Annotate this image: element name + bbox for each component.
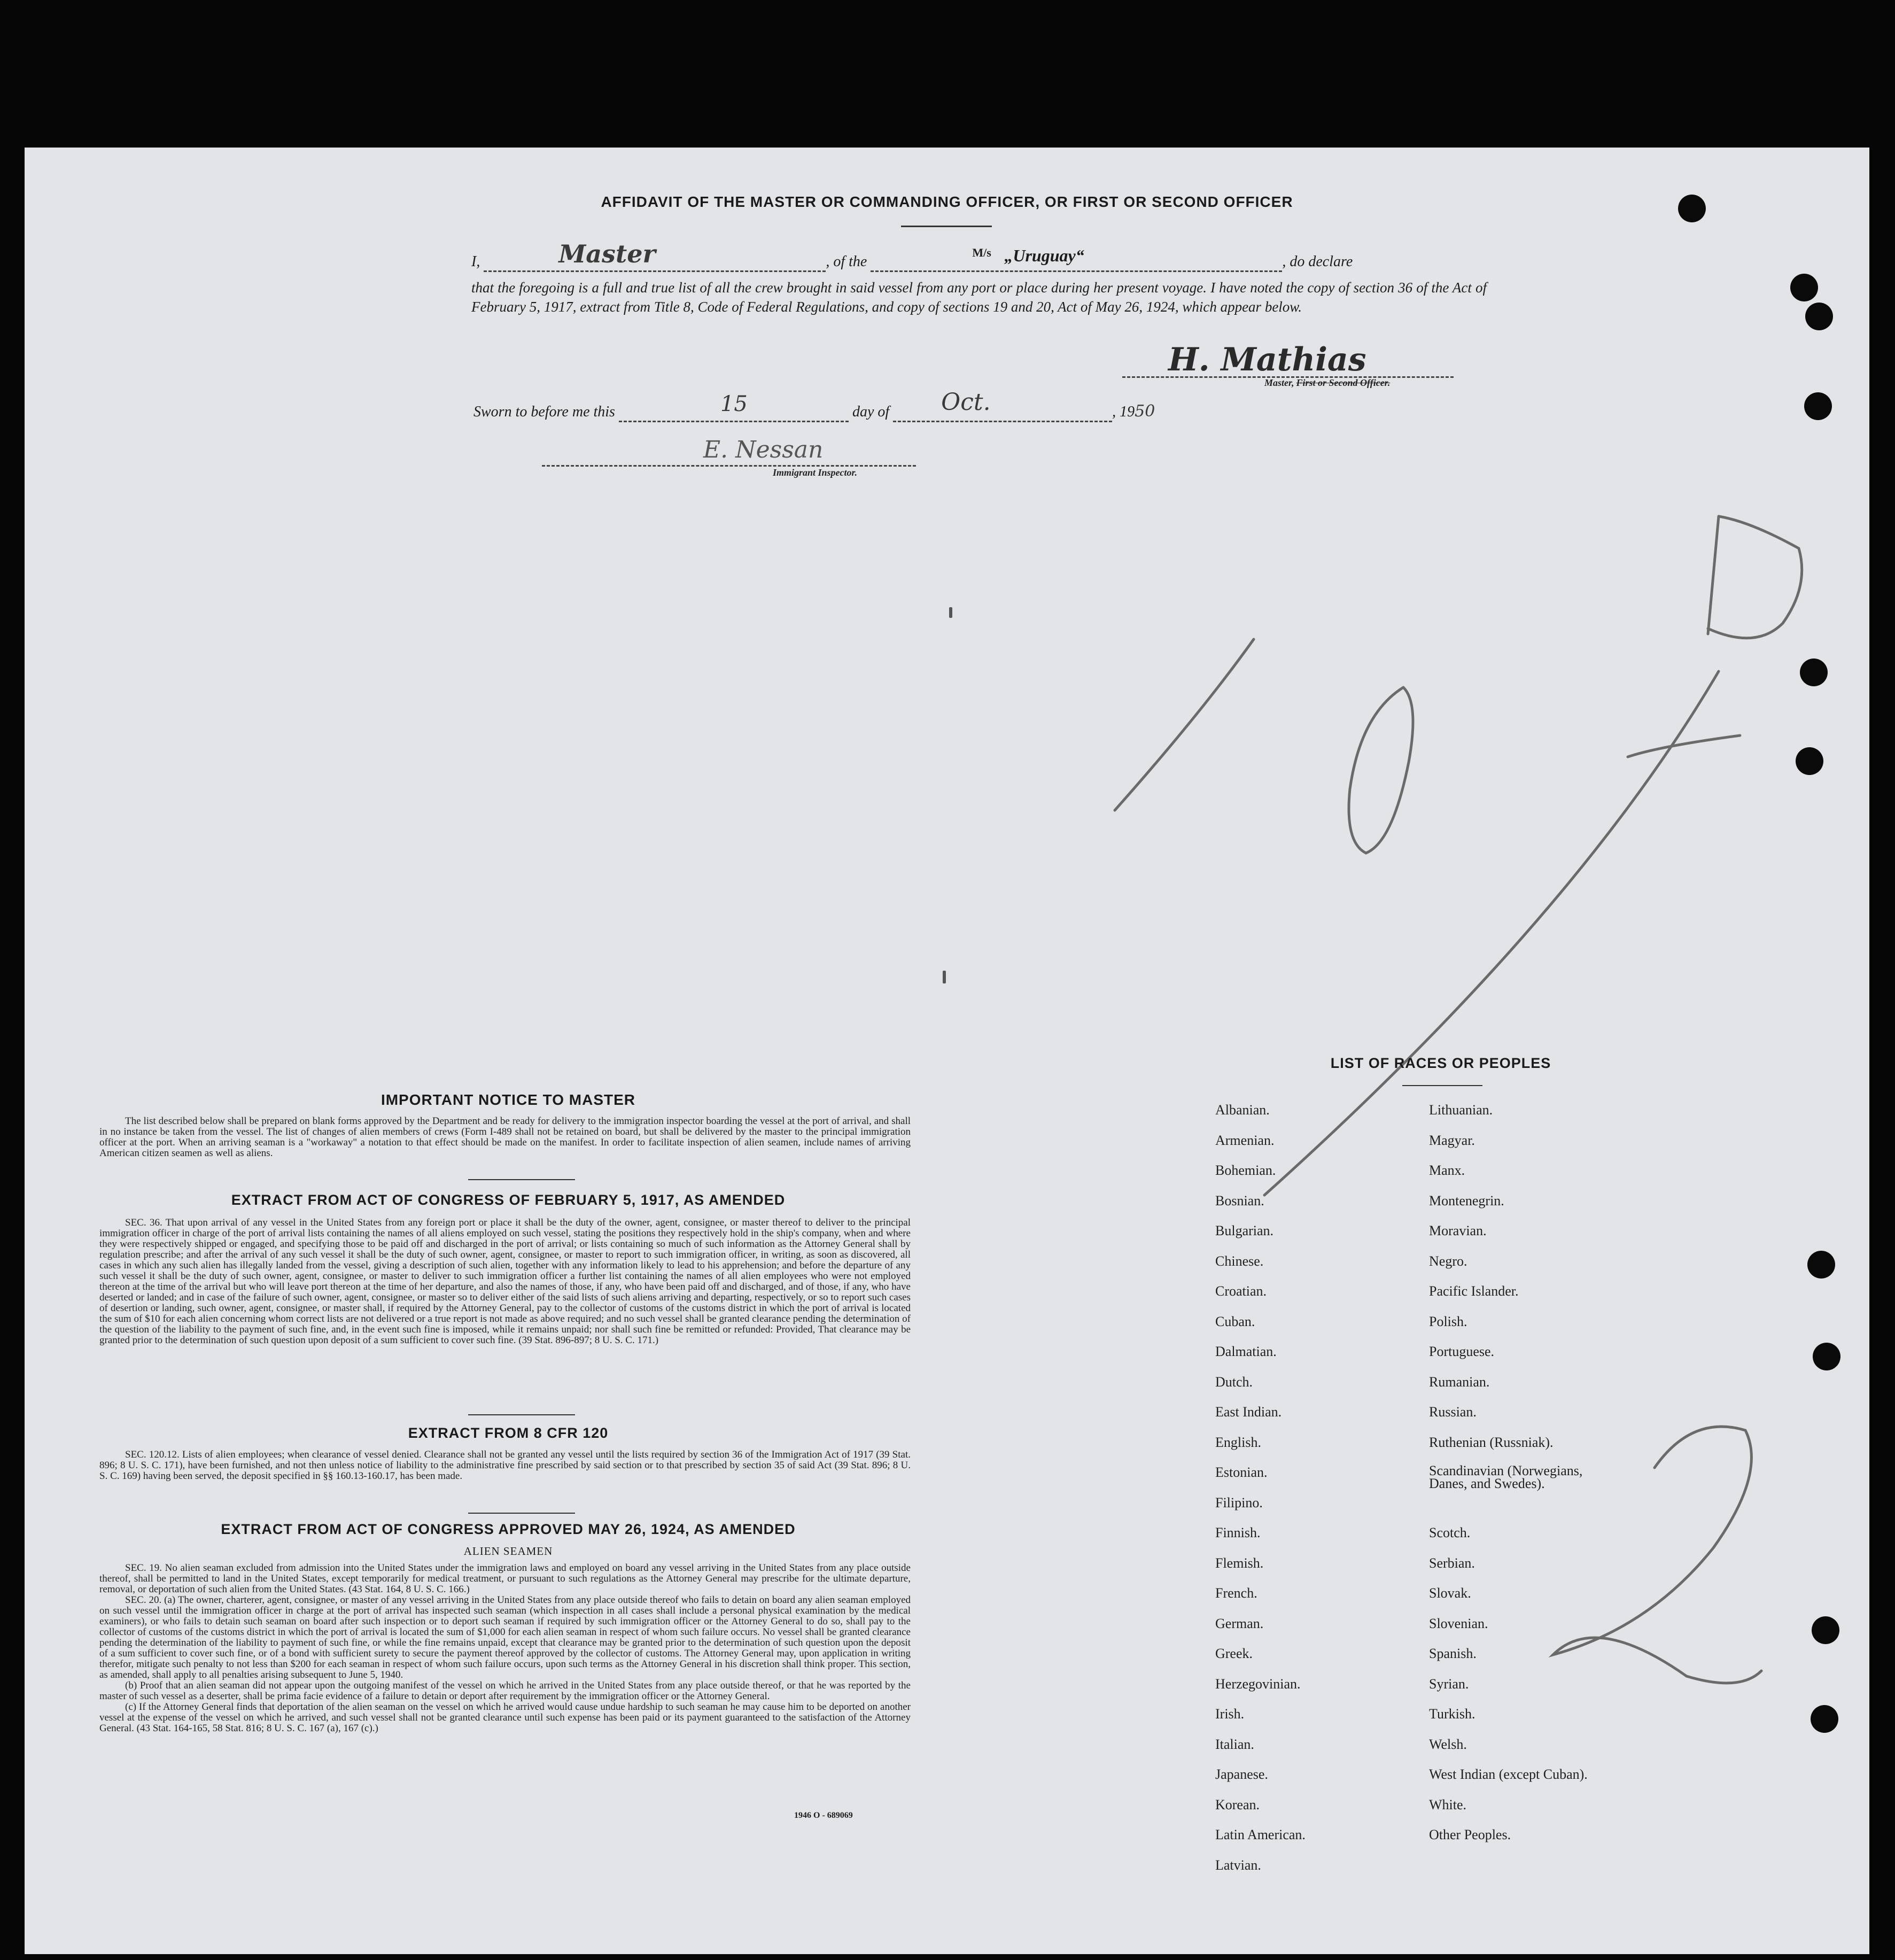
pencil-annotation-number — [1510, 1377, 1767, 1698]
binder-hole — [1807, 1251, 1835, 1279]
declaration-text: that the foregoing is a full and true list of all the crew brought in said vessel from any port or place during her present voyage. I have noted the copy of section 36 of the Act of February 5, 1917, extract from Title 8, Code of Federal Regulations, and copy of sections 19 and 20, Act of May 26, 1924, which appear below. — [471, 280, 1487, 315]
race-right-item: Serbian. — [1429, 1555, 1475, 1571]
stroke-5-top — [1708, 516, 1802, 638]
race-left-item: Italian. — [1215, 1736, 1254, 1752]
stroke-1 — [1115, 639, 1254, 810]
race-right-item: Russian. — [1429, 1404, 1477, 1420]
race-left-item: Dutch. — [1215, 1374, 1253, 1390]
race-left-item: Flemish. — [1215, 1555, 1264, 1571]
race-left-item: Filipino. — [1215, 1494, 1263, 1510]
stroke-tick — [1628, 735, 1740, 757]
notice-text — [99, 1116, 911, 1159]
inspector-label: Immigrant Inspector. — [773, 467, 858, 478]
race-right-item: Scandinavian (Norwegians, Danes, and Swedes). — [1429, 1463, 1583, 1491]
race-right-item: Montenegrin. — [1429, 1192, 1504, 1208]
race-left-item: Albanian. — [1215, 1102, 1270, 1118]
race-left-item: Bulgarian. — [1215, 1223, 1274, 1238]
race-right-item: Welsh. — [1429, 1736, 1467, 1752]
name-handwritten: Master — [558, 239, 656, 268]
race-left-item: Chinese. — [1215, 1253, 1264, 1269]
race-left-item: Bosnian. — [1215, 1192, 1264, 1208]
sec-20b-paragraph: (b) Proof that an alien seaman did not appear upon the outgoing manifest of the vessel on which he arrived in the United States from any place outside thereof, or that he was reported by the master of such vessel as a deserter, shall be prima facie evidence of a failure to detain or deport after requirement by the immigration officer or the Attorney General. — [99, 1680, 911, 1702]
extract-1924-subtitle: ALIEN SEAMEN — [463, 1545, 553, 1558]
extract-1917-text — [99, 1218, 911, 1346]
extract-cfr-title: EXTRACT FROM 8 CFR 120 — [408, 1425, 609, 1441]
race-right-item: Portuguese. — [1429, 1344, 1495, 1359]
day-field — [619, 392, 849, 422]
race-right-item: Magyar. — [1429, 1132, 1475, 1148]
race-right-item: Syrian. — [1429, 1676, 1469, 1692]
race-right-item: Negro. — [1429, 1253, 1467, 1269]
sec-20c-paragraph: (c) If the Attorney General finds that deportation of the alien seaman on the vessel on which he arrived would cause undue hardship to such seaman he may cause him to be deported on another vessel at the expense of the vessel on which he arrived, and such vessel shall not be granted clearance until such expense has been paid or its payment guaranteed to the satisfaction of the Attorney General. (43 Stat. 164-165, 58 Stat. 816; 8 U. S. C. 167 (a), 167 (c).) — [99, 1701, 911, 1734]
race-left-item: Dalmatian. — [1215, 1344, 1277, 1359]
races-divider — [1402, 1085, 1482, 1086]
month-field — [893, 389, 1112, 422]
race-left-item: Finnish. — [1215, 1525, 1261, 1540]
race-right-item: Lithuanian. — [1429, 1102, 1493, 1118]
race-left-item: Latin American. — [1215, 1827, 1306, 1842]
print-code: 1946 O - 689069 — [794, 1811, 853, 1820]
stroke-5-side — [1708, 516, 1719, 634]
scan-mark — [949, 607, 952, 618]
year-handwritten: 50 — [1135, 402, 1155, 421]
race-right-item: Polish. — [1429, 1313, 1467, 1329]
inspector-signature-line — [542, 463, 916, 467]
race-right-item: Rumanian. — [1429, 1374, 1490, 1390]
race-left-item: English. — [1215, 1434, 1261, 1450]
race-right-item: Slovak. — [1429, 1585, 1471, 1601]
master-signature: H. Mathias — [1168, 341, 1366, 378]
i-word: I, — [471, 253, 480, 270]
document-page — [25, 148, 1869, 1954]
sec-20a-paragraph: SEC. 20. (a) The owner, charterer, agent, consignee, or master of any vessel arriving in the United States from any place outside thereof who fails to detain on board any alien seaman employed on such vessel until the immigration officer in charge at the port of arrival has inspected such seaman (which inspection in all cases shall include a personal physical examination by the medical examiners), or who fails to detain such seaman on board after such inspection or to deport such seaman if required by such immigration officer or the Attorney General to do so, shall pay to the collector of customs of the customs district in which the port of arrival is located the sum of $1,000 for each alien seaman in respect of whom such failure occurs. No vessel shall be granted clearance pending the determination of the liability to payment of such fine, or while the fine remains unpaid, except that clearance may be granted prior to the determination of such question upon the deposit of a sum sufficient to cover such fine, or of a bond with sufficient surety to secure the payment thereof approved by the collector of customs. The Attorney General may, upon application in writing therefor, mitigate such penalty to not less than $200 for each seaman in respect of whom such failure occurs, upon such terms as the Attorney General in his discretion shall think proper. This section, as amended, shall apply to all penalties arising subsequent to June 5, 1940. — [99, 1594, 911, 1680]
race-right-item: West Indian (except Cuban). — [1429, 1767, 1588, 1782]
label-struck-officer: First or Second Officer. — [1296, 377, 1391, 388]
race-left-item: East Indian. — [1215, 1404, 1282, 1420]
race-left-item: Armenian. — [1215, 1132, 1275, 1148]
race-right-item: Spanish. — [1429, 1646, 1477, 1661]
declaration-line — [471, 239, 1487, 272]
extract-1924-text — [99, 1563, 911, 1734]
sec-19-paragraph: SEC. 19. No alien seaman excluded from admission into the United States under the immigration laws and employed on board any vessel arriving in the United States from any place outside thereof, shall be permitted to land in the United States, except temporarily for medical treatment, or pursuant to such regulations as the Attorney General may prescribe for the ultimate departure, removal, or deportation of such alien from the United States. (43 Stat. 164, 8 U. S. C. 166.) — [99, 1562, 911, 1595]
notice-title: IMPORTANT NOTICE TO MASTER — [380, 1091, 636, 1108]
day-of-text: day of — [852, 404, 890, 420]
race-left-item: Herzegovinian. — [1215, 1676, 1301, 1692]
race-right-item: Slovenian. — [1429, 1615, 1488, 1631]
name-field — [484, 239, 826, 272]
title-divider — [901, 226, 992, 227]
extract-1917-paragraph: SEC. 36. That upon arrival of any vessel in the United States from any foreign port or place it shall be the duty of the owner, agent, consignee, or master thereof to deliver to the principal immigration officer in charge of the port of arrival lists containing the names of all aliens employed on such vessel, stating the positions they respectively hold in the ship's company, when and where they were respectively shipped or engaged, and specifying those to be paid off and discharged in the port of arrival; or lists containing so much of such information as the Attorney General shall by regulation prescribe; and after the arrival of any such vessel it shall be the duty of such owner, agent, consignee, or master to report to such immigration officer, in writing, as soon as discovered, all cases in which any such alien has illegally landed from the vessel, giving a description of such alien, together with any information likely to lead to his apprehension; and before the departure of any such vessel it shall be the duty of such owner, agent, consignee, or master to deliver to such immigration officer a further list containing the names of all alien employees who were not employed thereon at the time of the arrival but who will leave port thereon at the time of her departure, and also the names of those, if any, who have been paid off and discharged, and of those, if any, who have deserted or landed; and in case of the failure of such owner, agent, consignee, or master so to deliver either of the said lists of such aliens arriving and departing, respectively, or so to report such cases of desertion or landing, such owner, agent, consignee, or master shall, if required by the Attorney General, pay to the collector of customs of the customs district in which the port of arrival is located the sum of $10 for each alien concerning whom correct lists are not delivered or a true report is not made as above required; and no such vessel shall be granted clearance pending the determination of the question of the liability to the payment of such fine, and, in the event such fine is imposed, while it remains unpaid; nor shall such fine be remitted or refunded: Provided, That clearance may be granted prior to the determination of such question upon deposit of a sum sufficient to cover such fine. (39 Stat. 896-897; 8 U. S. C. 171.) — [99, 1217, 911, 1346]
affidavit-title: AFFIDAVIT OF THE MASTER OR COMMANDING OFFICER, OR FIRST OR SECOND OFFICER — [601, 193, 1293, 210]
race-right-item: Moravian. — [1429, 1223, 1487, 1238]
extract-cfr-divider — [468, 1513, 575, 1514]
race-left-item: German. — [1215, 1615, 1264, 1631]
vessel-prefix: M/s — [972, 246, 991, 259]
race-left-item: Japanese. — [1215, 1767, 1268, 1782]
race-left-item: Croatian. — [1215, 1283, 1267, 1299]
race-right-item: Pacific Islander. — [1429, 1283, 1519, 1299]
extract-1917-title: EXTRACT FROM ACT OF CONGRESS OF FEBRUARY 5, 1917, AS AMENDED — [231, 1192, 786, 1208]
binder-hole — [1812, 1616, 1839, 1644]
race-right-item: Ruthenian (Russniak). — [1429, 1434, 1554, 1450]
extract-cfr-text — [99, 1450, 911, 1482]
race-left-item: French. — [1215, 1585, 1257, 1601]
scan-mark — [943, 971, 946, 983]
binder-hole — [1811, 1705, 1838, 1733]
month-handwritten: Oct. — [941, 389, 991, 416]
vessel-name: „Uruguay“ — [1004, 246, 1084, 265]
race-left-item: Korean. — [1215, 1796, 1260, 1812]
inspector-signature: E. Nessan — [703, 436, 824, 463]
notice-paragraph: The list described below shall be prepared on blank forms approved by the Department and be ready for delivery to the immigration inspector boarding the vessel at the port of arrival, and shall in no instance be taken from the vessel. The list of changes of alien members of crews (Form I-489 shall not be retained on board, but shall be delivered by the master to the principal immigration officer at the port. When an arriving seaman is a "workaway" a notation to that effect should be made on the manifest. In order to facilitate inspection of alien seamen, include names of arriving American citizen seamen as well as aliens. — [99, 1115, 911, 1159]
race-left-item: Cuban. — [1215, 1313, 1255, 1329]
sworn-line — [473, 389, 1155, 422]
binder-hole — [1790, 274, 1818, 301]
race-left-item: Greek. — [1215, 1646, 1253, 1661]
day-handwritten: 15 — [720, 392, 748, 416]
do-declare-word: , do declare — [1282, 253, 1353, 270]
race-left-item: Latvian. — [1215, 1857, 1261, 1873]
of-the-word: , of the — [826, 253, 867, 270]
race-right-item: Turkish. — [1429, 1706, 1475, 1722]
races-title: LIST OF RACES OR PEOPLES — [1330, 1055, 1551, 1071]
year-prefix: , 19 — [1112, 404, 1135, 420]
stroke-0 — [1349, 687, 1413, 853]
sworn-text: Sworn to before me this — [473, 404, 615, 420]
master-signature-label — [1264, 377, 1390, 389]
vessel-field — [871, 246, 1282, 272]
extract-cfr-paragraph: SEC. 120.12. Lists of alien employees; when clearance of vessel denied. Clearance shall not be granted any vessel until the lists required by section 36 of the Immigration Act of 1917 (39 Stat. 896; 8 U. S. C. 171), have been furnished, and not then unless notice of liability to the administrative fine prescribed by said section or to that prescribed by section 35 of said Act (39 Stat. 896; 8 U. S. C. 169) having been served, the deposit specified in §§ 160.13-160.17, has been made. — [99, 1449, 911, 1482]
race-right-item: Scotch. — [1429, 1525, 1471, 1540]
binder-hole — [1804, 392, 1832, 420]
notice-divider — [468, 1179, 575, 1180]
race-right-item: White. — [1429, 1796, 1467, 1812]
extract-1924-title: EXTRACT FROM ACT OF CONGRESS APPROVED MAY 26, 1924, AS AMENDED — [221, 1521, 796, 1537]
race-right-item: Other Peoples. — [1429, 1827, 1511, 1842]
race-left-item: Bohemian. — [1215, 1163, 1276, 1178]
binder-hole — [1813, 1343, 1840, 1370]
label-master: Master, — [1264, 377, 1294, 388]
race-left-item: Irish. — [1215, 1706, 1245, 1722]
race-right-item: Manx. — [1429, 1163, 1465, 1178]
race-left-item: Estonian. — [1215, 1465, 1268, 1480]
extract-1917-divider — [468, 1414, 575, 1415]
binder-hole — [1805, 303, 1833, 330]
